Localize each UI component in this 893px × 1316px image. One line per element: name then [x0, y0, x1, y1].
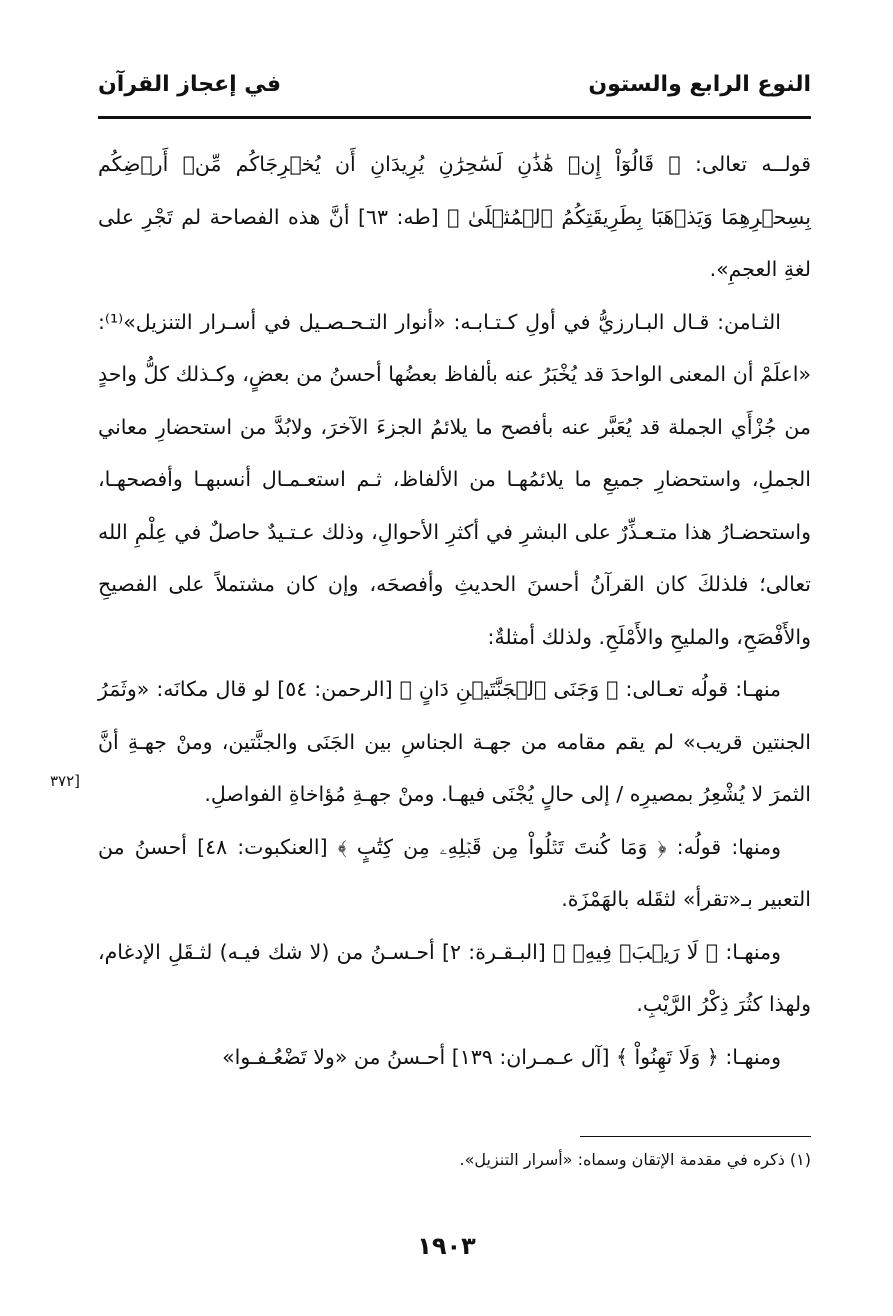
book-title: في إعجاز القرآن	[98, 72, 281, 97]
section-title: النوع الرابع والستون	[588, 72, 811, 97]
running-header	[98, 68, 811, 112]
paragraph-5: ومنهـا: ﴿ لَا رَيۡبَۛ فِيهِۛ ﴾ [البـقـرة: ٢] أحـسـنُ من (لا شك فيـه) لثـقَلِ الإدغام، ولهذا كثُرَ ذِكْرُ الرَّيْبِ.	[98, 939, 811, 1016]
paragraph-6: ومنهـا: ﴿ وَلَا تَهِنُواْ ﴾ [آل عـمـران: ١٣٩] أحـسنُ من «ولا تَضْعُـفـوا»	[222, 1044, 781, 1069]
paragraph-3: منهـا: قولُه تعـالى: ﴿ وَجَنَى ٱلۡجَنَّتَيۡنِ دَانٍ ﴾ [الرحمن: ٥٤] لو قال مكانَه: «وثَمَرُ الجنتين قريب» لم يقم مقامه من جهـة الجناسِ بين الجَنَى والجنَّتين، ومنْ جهـةِ أنَّ الثمرَ لا يُشْعِرُ بمصيرِه / إلى حالٍ يُجْنَى فيهـا. ومنْ جهـةِ مُؤاخاةِ الفواصلِ.	[98, 677, 811, 806]
paragraph-1: قولــه تعالى: ﴿ قَالُوٓاْ إِنۡ هَٰذَٰنِ لَسَٰحِرَٰنِ يُرِيدَانِ أَن يُخۡرِجَاكُم مِّنۡ أَرۡضِكُم بِسِحۡرِهِمَا وَيَذۡهَبَا بِطَرِيقَتِكُمُ ٱلۡمُثۡلَىٰ ﴾ [طه: ٦٣] أنَّ هذه الفصاحة لم تَجْرِ على لغةِ العجمِ».	[98, 152, 811, 281]
margin-page-reference: [٣٧٢	[50, 772, 81, 790]
paragraph-2: الثـامن: قـال البـارزيُّ في أولِ كـتـابـه: «أنوار التـحـصـيل في أسـرار التنزيل»⁽¹⁾: «اعلَمْ أن المعنى الواحدَ قد يُخْبَرُ عنه بألفاظ بعضُها أحسنُ من بعضٍ، وكـذلك كلُّ واحدٍ من جُزْأَي الجملة قد يُعَبَّر عنه بأفصح ما يلائمُ الجزءَ الآخرَ، ولابُدَّ من استحضارِ معاني الجملِ، واستحضارِ جميعِ ما يلائمُهـا من الألفاظ، ثـم استعـمـال أنسبهـا وأفصحهـا، واستحضـارُ هذا متـعـذِّرٌ على البشرِ في أكثرِ الأحوالِ، وذلك عـتـيدٌ حاصلٌ في عِلْمِ الله تعالى؛ فلذلكَ كان القرآنُ أحسنَ الحديثِ وأفصحَه، وإن كان مشتملاً على الفصيحِ والأَفْصَحِ، والمليحِ والأَمْلَحِ. ولذلك أمثلةٌ:	[98, 309, 811, 649]
main-text	[98, 138, 811, 1083]
header-rule	[98, 116, 811, 119]
footnote: (١) ذكره في مقدمة الإتقان وسماه: «أسرار التنزيل».	[459, 1150, 811, 1169]
paragraph-4: ومنها: قولُه: ﴿ وَمَا كُنتَ تَتۡلُواْ مِن قَبۡلِهِۦ مِن كِتَٰبٍ ﴾ [العنكبوت: ٤٨] أحسنُ من التعبير بـ«تقرأ» لثقَله بالهَمْزَة.	[98, 834, 811, 911]
page-number: ١٩٠٣	[417, 1232, 476, 1260]
footnote-rule	[580, 1136, 811, 1137]
